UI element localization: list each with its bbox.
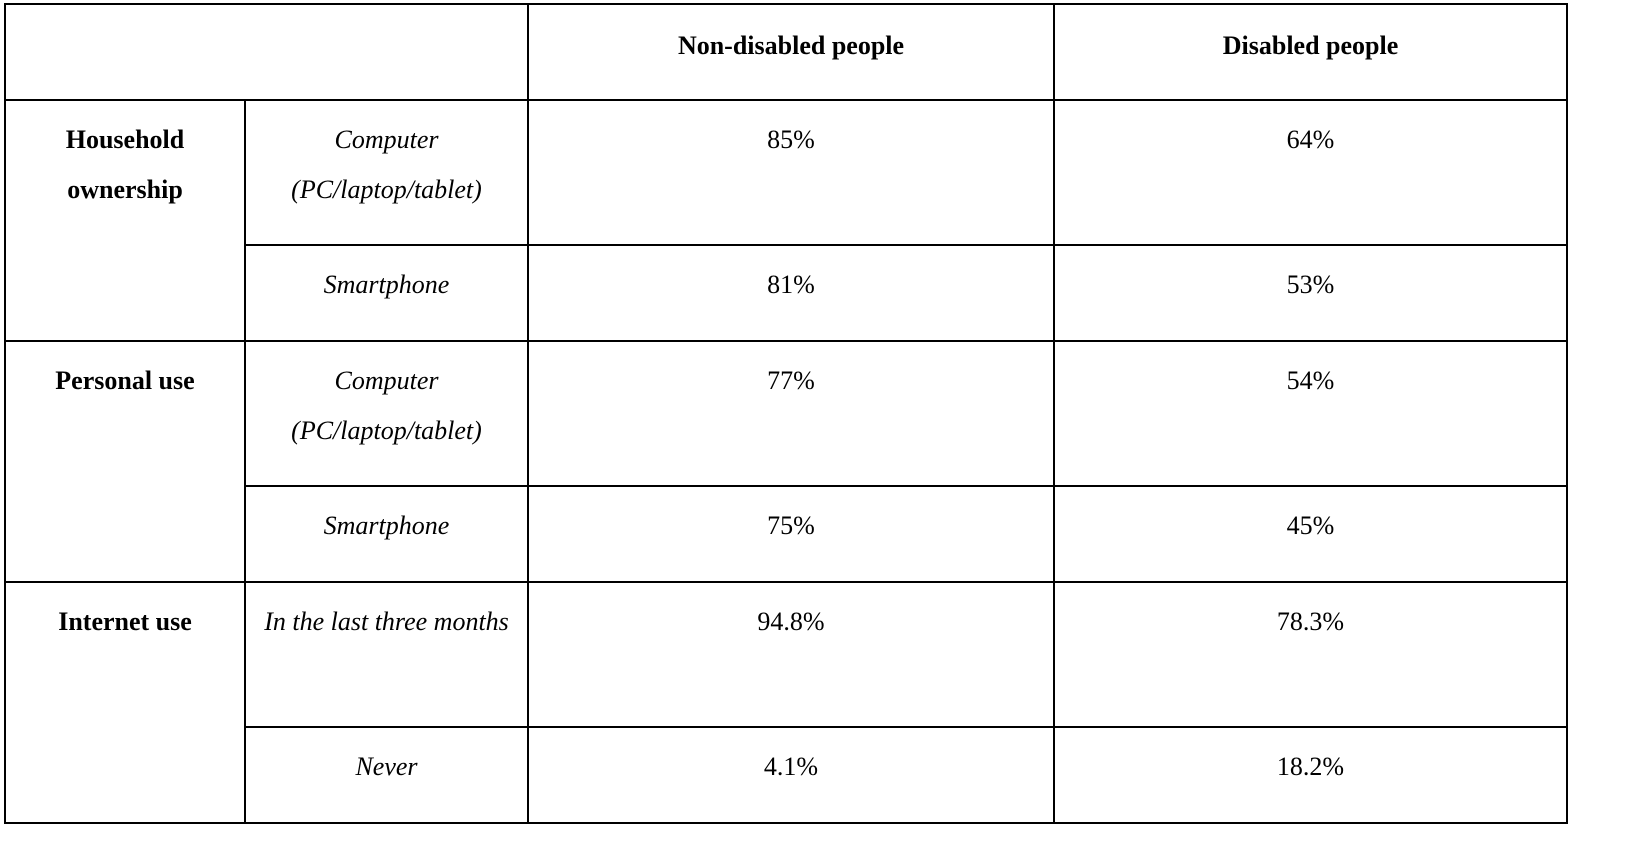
value-disabled: 45%: [1054, 486, 1567, 582]
header-empty-cell: [5, 4, 528, 100]
row-label: Never: [245, 727, 528, 823]
row-label: Computer (PC/laptop/tablet): [245, 341, 528, 486]
value-disabled: 54%: [1054, 341, 1567, 486]
header-disabled: Disabled people: [1054, 4, 1567, 100]
header-row: [5, 4, 1567, 100]
value-disabled: 64%: [1054, 100, 1567, 245]
value-disabled: 78.3%: [1054, 582, 1567, 727]
value-non-disabled: 94.8%: [528, 582, 1054, 727]
row-label: In the last three months: [245, 582, 528, 727]
group-label-personal-use: Personal use: [5, 341, 245, 582]
table-row: [5, 341, 1567, 486]
group-label-internet-use: Internet use: [5, 582, 245, 823]
value-non-disabled: 77%: [528, 341, 1054, 486]
row-label: Smartphone: [245, 245, 528, 341]
value-non-disabled: 75%: [528, 486, 1054, 582]
table-row: [5, 100, 1567, 245]
group-label-household-ownership: Household ownership: [5, 100, 245, 341]
table-row: [5, 582, 1567, 727]
header-non-disabled: Non-disabled people: [528, 4, 1054, 100]
value-disabled: 53%: [1054, 245, 1567, 341]
data-table: [4, 3, 1568, 824]
value-non-disabled: 85%: [528, 100, 1054, 245]
row-label: Smartphone: [245, 486, 528, 582]
value-non-disabled: 4.1%: [528, 727, 1054, 823]
value-disabled: 18.2%: [1054, 727, 1567, 823]
value-non-disabled: 81%: [528, 245, 1054, 341]
row-label: Computer (PC/laptop/tablet): [245, 100, 528, 245]
